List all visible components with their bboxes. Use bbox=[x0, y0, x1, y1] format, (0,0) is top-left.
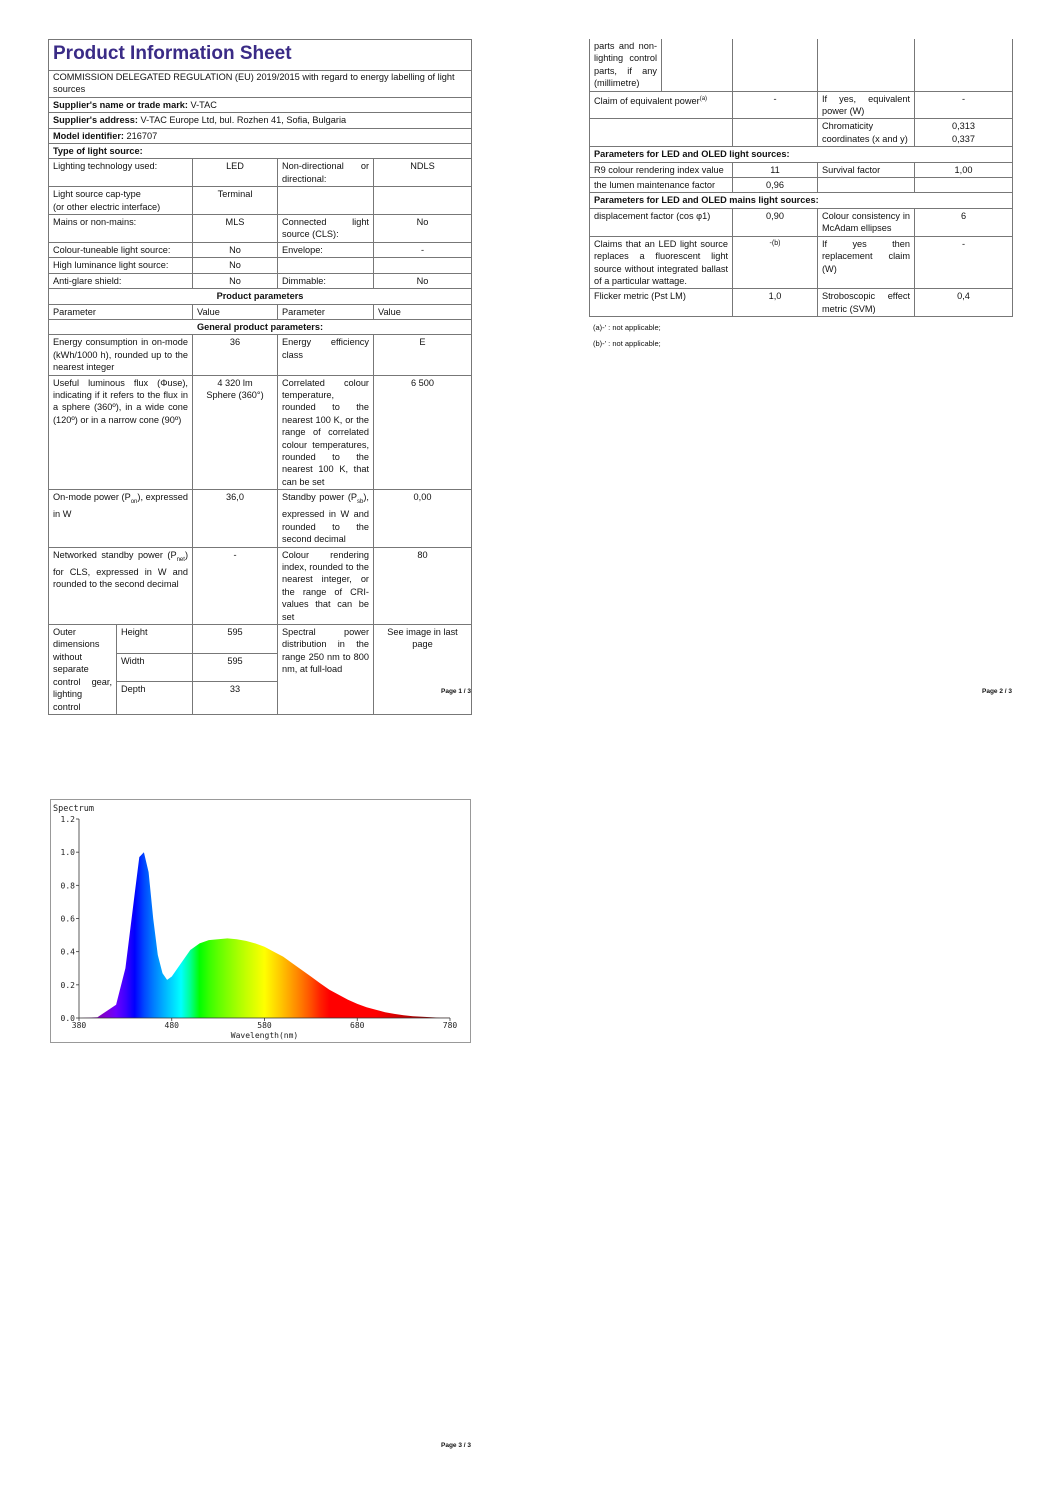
high-luminance-value: No bbox=[193, 258, 278, 273]
replacement-claim-label: If yes then replacement claim (W) bbox=[818, 236, 915, 289]
chromaticity-x: 0,313 bbox=[952, 121, 975, 132]
y-tick-label: 0.0 bbox=[60, 1014, 75, 1023]
cri-label: Colour rendering index, rounded to the nearest integer, or the range of CRI-values that can be set bbox=[278, 547, 374, 624]
empty-cell bbox=[662, 39, 733, 91]
directional-value: NDLS bbox=[374, 159, 472, 187]
width-label: Width bbox=[117, 653, 193, 681]
networked-standby-value: - bbox=[193, 547, 278, 624]
displacement-factor-value: 0,90 bbox=[733, 208, 818, 236]
survival-factor-value: 1,00 bbox=[915, 162, 1013, 177]
page-number-2: Page 2 / 3 bbox=[982, 688, 1012, 695]
empty-cell bbox=[733, 39, 818, 91]
footnote-b: (b)-' : not applicable; bbox=[593, 339, 661, 348]
onmode-label-sub: on bbox=[130, 499, 138, 506]
x-axis-label: Wavelength(nm) bbox=[230, 1031, 299, 1040]
spectrum-area bbox=[79, 852, 450, 1018]
x-tick-label: 780 bbox=[442, 1021, 458, 1030]
luminous-flux-label: Useful luminous flux (Φuse), indicating if it refers to the flux in a sphere (360º), in a wide cone (120º) or in a narrow cone (90º) bbox=[49, 375, 193, 490]
standby-label-a: Standby power (P bbox=[282, 492, 358, 503]
chromaticity-label: Chromaticity coordinates (x and y) bbox=[818, 119, 915, 147]
efficiency-class-label: Energy efficiency class bbox=[278, 335, 374, 375]
tech-value: LED bbox=[193, 159, 278, 187]
standby-power-label bbox=[278, 490, 374, 547]
luminous-flux-lm: 4 320 lm bbox=[217, 377, 253, 388]
empty-cell bbox=[915, 39, 1013, 91]
flicker-metric-label: Flicker metric (Pst LM) bbox=[590, 289, 733, 317]
r9-label: R9 colour rendering index value bbox=[590, 162, 733, 177]
supplier-address-label: Supplier's address: bbox=[53, 115, 138, 126]
net-label-a: Networked standby power (P bbox=[53, 549, 177, 560]
net-label-sub: net bbox=[176, 556, 185, 563]
stroboscopic-label: Stroboscopic effect metric (SVM) bbox=[818, 289, 915, 317]
tuneable-label: Colour-tuneable light source: bbox=[49, 242, 193, 257]
chromaticity-value bbox=[915, 119, 1013, 147]
luminous-flux-value bbox=[193, 375, 278, 490]
survival-factor-label: Survival factor bbox=[818, 162, 915, 177]
energy-consumption-value: 36 bbox=[193, 335, 278, 375]
net-label-b: ) for CLS, expressed in W and rounded to the second decimal bbox=[53, 549, 188, 590]
type-header: Type of light source: bbox=[49, 144, 472, 159]
depth-value: 33 bbox=[193, 681, 278, 714]
dimmable-value: No bbox=[374, 273, 472, 288]
chromaticity-y: 0,337 bbox=[952, 133, 975, 144]
model-identifier: 216707 bbox=[126, 130, 158, 141]
envelope-value: - bbox=[374, 242, 472, 257]
cap-label bbox=[49, 187, 193, 215]
supplier-name-row bbox=[49, 97, 472, 112]
replacement-claim-value: - bbox=[915, 236, 1013, 289]
led-replaces-fluorescent-label: Claims that an LED light source replaces a fluorescent light source without integrated ballast of a particular wattage. bbox=[590, 236, 733, 289]
product-info-table bbox=[48, 39, 472, 715]
flicker-metric-value: 1,0 bbox=[733, 289, 818, 317]
product-params-header: Product parameters bbox=[49, 289, 472, 304]
mains-params-header: Parameters for LED and OLED mains light sources: bbox=[590, 193, 1013, 208]
supplier-address: V-TAC Europe Ltd, bul. Rozhen 41, Sofia, Bulgaria bbox=[140, 115, 347, 126]
tuneable-value: No bbox=[193, 242, 278, 257]
envelope-label: Envelope: bbox=[278, 242, 374, 257]
empty-cell bbox=[374, 258, 472, 273]
height-value: 595 bbox=[193, 625, 278, 653]
y-tick-label: 0.8 bbox=[60, 881, 75, 891]
empty-cell bbox=[278, 187, 374, 215]
onmode-label-b: ), expressed in W bbox=[53, 492, 188, 520]
led-params-table bbox=[589, 39, 1013, 317]
page-2 bbox=[589, 39, 1012, 317]
x-tick-label: 480 bbox=[164, 1021, 179, 1030]
x-tick-label: 580 bbox=[257, 1021, 272, 1030]
cap-value: Terminal bbox=[193, 187, 278, 215]
r9-value: 11 bbox=[733, 162, 818, 177]
cls-value: No bbox=[374, 215, 472, 243]
page-number-1: Page 1 / 3 bbox=[441, 688, 471, 695]
dimensions-label: Outer dimensions without separate control gear, lighting control bbox=[49, 625, 117, 715]
cri-value: 80 bbox=[374, 547, 472, 624]
anti-glare-value: No bbox=[193, 273, 278, 288]
cct-value: 6 500 bbox=[374, 375, 472, 490]
led-params-header: Parameters for LED and OLED light sources: bbox=[590, 147, 1013, 162]
equivalent-power-label: If yes, equivalent power (W) bbox=[818, 91, 915, 119]
col-header-parameter: Parameter bbox=[278, 304, 374, 319]
model-row bbox=[49, 128, 472, 143]
y-tick-label: 0.2 bbox=[60, 980, 75, 990]
onmode-label-a: On-mode power (P bbox=[53, 492, 131, 503]
depth-label: Depth bbox=[117, 681, 193, 714]
cap-label-line1: Light source cap-type bbox=[53, 189, 141, 200]
lumen-maintenance-label: the lumen maintenance factor bbox=[590, 178, 733, 193]
general-params-header: General product parameters: bbox=[49, 319, 472, 334]
anti-glare-label: Anti-glare shield: bbox=[49, 273, 193, 288]
regulation-text: COMMISSION DELEGATED REGULATION (EU) 2019/2015 with regard to energy labelling of light sources bbox=[49, 71, 472, 98]
col-header-value: Value bbox=[374, 304, 472, 319]
equivalent-power-value: - bbox=[915, 91, 1013, 119]
spectrum-chart-svg bbox=[51, 800, 470, 1042]
equiv-label-text: Claim of equivalent power bbox=[594, 95, 700, 106]
empty-cell bbox=[818, 178, 915, 193]
high-luminance-label: High luminance light source: bbox=[49, 258, 193, 273]
col-header-parameter: Parameter bbox=[49, 304, 193, 319]
led-replaces-fluorescent-value: -(b) bbox=[733, 236, 818, 289]
chart-title: Spectrum bbox=[53, 804, 94, 814]
cct-label: Correlated colour temperature, rounded to the nearest 100 K, or the range of correlated colour temperatures, rounded to the nearest 100 K, that can be set bbox=[278, 375, 374, 490]
empty-cell bbox=[278, 258, 374, 273]
supplier-name-label: Supplier's name or trade mark: bbox=[53, 99, 188, 110]
efficiency-class-value: E bbox=[374, 335, 472, 375]
x-tick-label: 680 bbox=[350, 1021, 365, 1030]
y-tick-label: 1.2 bbox=[60, 815, 75, 824]
equivalent-power-claim-value: - bbox=[733, 91, 818, 119]
page-1 bbox=[48, 39, 471, 715]
mains-value: MLS bbox=[193, 215, 278, 243]
empty-cell bbox=[374, 187, 472, 215]
y-tick-label: 1.0 bbox=[60, 848, 75, 858]
supplier-address-row bbox=[49, 113, 472, 128]
empty-cell bbox=[733, 119, 818, 147]
x-tick-label: 380 bbox=[71, 1021, 87, 1030]
cap-label-line2: (or other electric interface) bbox=[53, 201, 161, 212]
spd-value: See image in last page bbox=[374, 625, 472, 715]
height-label: Height bbox=[117, 625, 193, 653]
supplier-name: V-TAC bbox=[190, 99, 217, 110]
footnote-a: (a)-' : not applicable; bbox=[593, 323, 661, 332]
y-tick-label: 0.4 bbox=[60, 947, 75, 957]
standby-label-sub: sb bbox=[357, 499, 364, 506]
y-tick-label: 0.6 bbox=[60, 914, 75, 924]
displacement-factor-label: displacement factor (cos φ1) bbox=[590, 208, 733, 236]
page-title: Product Information Sheet bbox=[49, 40, 472, 71]
tech-label: Lighting technology used: bbox=[49, 159, 193, 187]
lumen-maintenance-value: 0,96 bbox=[733, 178, 818, 193]
onmode-power-label bbox=[49, 490, 193, 547]
width-value: 595 bbox=[193, 653, 278, 681]
dimmable-label: Dimmable: bbox=[278, 273, 374, 288]
parts-label: parts and non-lighting control parts, if any (millimetre) bbox=[590, 39, 662, 91]
stroboscopic-value: 0,4 bbox=[915, 289, 1013, 317]
directional-label: Non-directional or directional: bbox=[278, 159, 374, 187]
onmode-power-value: 36,0 bbox=[193, 490, 278, 547]
networked-standby-label bbox=[49, 547, 193, 624]
spd-label: Spectral power distribution in the range 250 nm to 800 nm, at full-load bbox=[278, 625, 374, 715]
empty-cell bbox=[590, 119, 733, 147]
colour-consistency-value: 6 bbox=[915, 208, 1013, 236]
colour-consistency-label: Colour consistency in McAdam ellipses bbox=[818, 208, 915, 236]
luminous-flux-sphere: Sphere (360°) bbox=[206, 389, 264, 400]
energy-consumption-label: Energy consumption in on-mode (kWh/1000 h), rounded up to the nearest integer bbox=[49, 335, 193, 375]
equiv-label-sup: (a) bbox=[699, 95, 708, 102]
spectrum-chart bbox=[50, 799, 471, 1043]
standby-label-b: ), expressed in W and rounded to the second decimal bbox=[282, 492, 369, 545]
model-label: Model identifier: bbox=[53, 130, 124, 141]
mains-label: Mains or non-mains: bbox=[49, 215, 193, 243]
standby-power-value: 0,00 bbox=[374, 490, 472, 547]
equivalent-power-claim-label bbox=[590, 91, 733, 119]
page-number-3: Page 3 / 3 bbox=[441, 1442, 471, 1449]
empty-cell bbox=[818, 39, 915, 91]
cls-label: Connected light source (CLS): bbox=[278, 215, 374, 243]
col-header-value: Value bbox=[193, 304, 278, 319]
empty-cell bbox=[915, 178, 1013, 193]
